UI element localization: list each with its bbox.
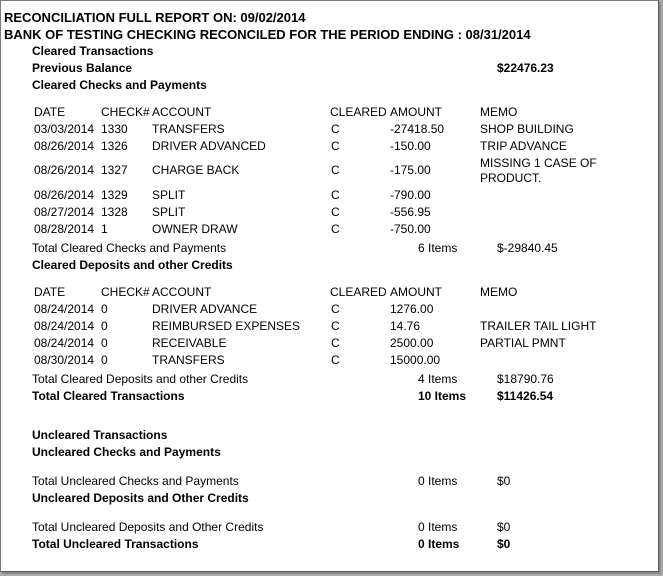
uncleared-total-value: $0: [497, 537, 511, 551]
cell-account: REIMBURSED EXPENSES: [152, 319, 301, 333]
cell-amount: -175.00: [390, 163, 431, 177]
previous-balance-label: Previous Balance: [32, 61, 133, 75]
cell-check: 0: [101, 336, 108, 350]
uncleared-checks-heading: Uncleared Checks and Payments: [32, 445, 221, 459]
cell-check: 1326: [101, 139, 128, 153]
cell-cleared: C: [331, 336, 340, 350]
cleared-checks-total-label: Total Cleared Checks and Payments: [32, 241, 227, 255]
cell-date: 08/26/2014: [34, 163, 95, 177]
cleared-deposits-total-items: 4 Items: [418, 372, 458, 386]
cell-date: 08/27/2014: [34, 205, 95, 219]
cleared-checks-total-value: $-29840.45: [497, 241, 558, 255]
cell-account: TRANSFERS: [152, 122, 225, 136]
cell-cleared: C: [331, 188, 340, 202]
cell-amount: -750.00: [390, 222, 431, 236]
cell-cleared: C: [331, 302, 340, 316]
cell-memo: TRAILER TAIL LIGHT: [480, 319, 597, 333]
cell-cleared: C: [331, 205, 340, 219]
cell-account: OWNER DRAW: [152, 222, 238, 236]
column-header-date: DATE: [34, 285, 66, 299]
column-header-date: DATE: [34, 105, 66, 119]
cell-account: SPLIT: [152, 205, 186, 219]
cell-amount: -790.00: [390, 188, 431, 202]
cell-date: 08/26/2014: [34, 188, 95, 202]
cell-check: 1330: [101, 122, 128, 136]
cell-memo: PARTIAL PMNT: [480, 336, 566, 350]
cell-amount: 2500.00: [390, 336, 434, 350]
column-header-memo: MEMO: [480, 105, 518, 119]
cell-cleared: C: [331, 163, 340, 177]
uncleared-deposits-total-label: Total Uncleared Deposits and Other Credits: [32, 520, 264, 534]
cleared-checks-heading: Cleared Checks and Payments: [32, 78, 207, 92]
report-title: RECONCILIATION FULL REPORT ON: 09/02/2014: [4, 10, 306, 25]
uncleared-checks-total-label: Total Uncleared Checks and Payments: [32, 474, 239, 488]
column-header-account: ACCOUNT: [152, 105, 212, 119]
cell-cleared: C: [331, 222, 340, 236]
cell-date: 08/24/2014: [34, 336, 95, 350]
cell-amount: 14.76: [390, 319, 421, 333]
uncleared-heading: Uncleared Transactions: [32, 428, 168, 442]
cell-cleared: C: [331, 353, 340, 367]
cell-memo: SHOP BUILDING: [480, 122, 574, 136]
cell-account: TRANSFERS: [152, 353, 225, 367]
column-header-check: CHECK#: [101, 285, 150, 299]
cell-check: 1329: [101, 188, 128, 202]
cell-date: 08/26/2014: [34, 139, 95, 153]
cell-cleared: C: [331, 122, 340, 136]
cell-account: RECEIVABLE: [152, 336, 227, 350]
column-header-memo: MEMO: [480, 285, 518, 299]
column-header-amount: AMOUNT: [390, 285, 442, 299]
uncleared-deposits-heading: Uncleared Deposits and Other Credits: [32, 491, 249, 505]
cell-date: 08/24/2014: [34, 302, 95, 316]
cleared-deposits-total-value: $18790.76: [497, 372, 554, 386]
column-header-cleared: CLEARED: [330, 105, 387, 119]
uncleared-checks-total-value: $0: [497, 474, 511, 488]
cleared-deposits-total-label: Total Cleared Deposits and other Credits: [32, 372, 249, 386]
cleared-checks-total-items: 6 Items: [418, 241, 458, 255]
cleared-heading: Cleared Transactions: [32, 44, 154, 58]
cleared-total-value: $11426.54: [497, 389, 554, 403]
cell-check: 0: [101, 353, 108, 367]
cell-amount: -27418.50: [390, 122, 445, 136]
cell-check: 1: [101, 222, 108, 236]
cell-date: 08/28/2014: [34, 222, 95, 236]
cell-amount: 1276.00: [390, 302, 434, 316]
column-header-account: ACCOUNT: [152, 285, 212, 299]
column-header-check: CHECK#: [101, 105, 150, 119]
uncleared-deposits-total-items: 0 Items: [418, 520, 458, 534]
cell-amount: -150.00: [390, 139, 431, 153]
cell-check: 1327: [101, 163, 128, 177]
cell-memo: TRIP ADVANCE: [480, 139, 567, 153]
column-header-cleared: CLEARED: [330, 285, 387, 299]
cell-check: 1328: [101, 205, 128, 219]
uncleared-checks-total-items: 0 Items: [418, 474, 458, 488]
report-subtitle: BANK OF TESTING CHECKING RECONCILED FOR THE PERIOD ENDING : 08/31/2014: [4, 27, 531, 42]
cell-account: DRIVER ADVANCED: [152, 139, 266, 153]
cell-check: 0: [101, 302, 108, 316]
cell-date: 08/30/2014: [34, 353, 95, 367]
cell-account: SPLIT: [152, 188, 186, 202]
uncleared-total-label: Total Uncleared Transactions: [32, 537, 199, 551]
cell-check: 0: [101, 319, 108, 333]
cell-cleared: C: [331, 319, 340, 333]
cleared-deposits-heading: Cleared Deposits and other Credits: [32, 258, 233, 272]
previous-balance-value: $22476.23: [497, 61, 554, 75]
cell-date: 08/24/2014: [34, 319, 95, 333]
cell-amount: 15000.00: [390, 353, 441, 367]
cell-cleared: C: [331, 139, 340, 153]
cell-date: 03/03/2014: [34, 122, 95, 136]
cell-account: CHARGE BACK: [152, 163, 240, 177]
uncleared-deposits-total-value: $0: [497, 520, 511, 534]
uncleared-total-items: 0 Items: [418, 537, 460, 551]
column-header-amount: AMOUNT: [390, 105, 442, 119]
cell-memo: MISSING 1 CASE OF PRODUCT.: [480, 156, 597, 185]
cell-amount: -556.95: [390, 205, 431, 219]
cleared-total-items: 10 Items: [418, 389, 467, 403]
cleared-total-label: Total Cleared Transactions: [32, 389, 185, 403]
cell-account: DRIVER ADVANCE: [152, 302, 258, 316]
